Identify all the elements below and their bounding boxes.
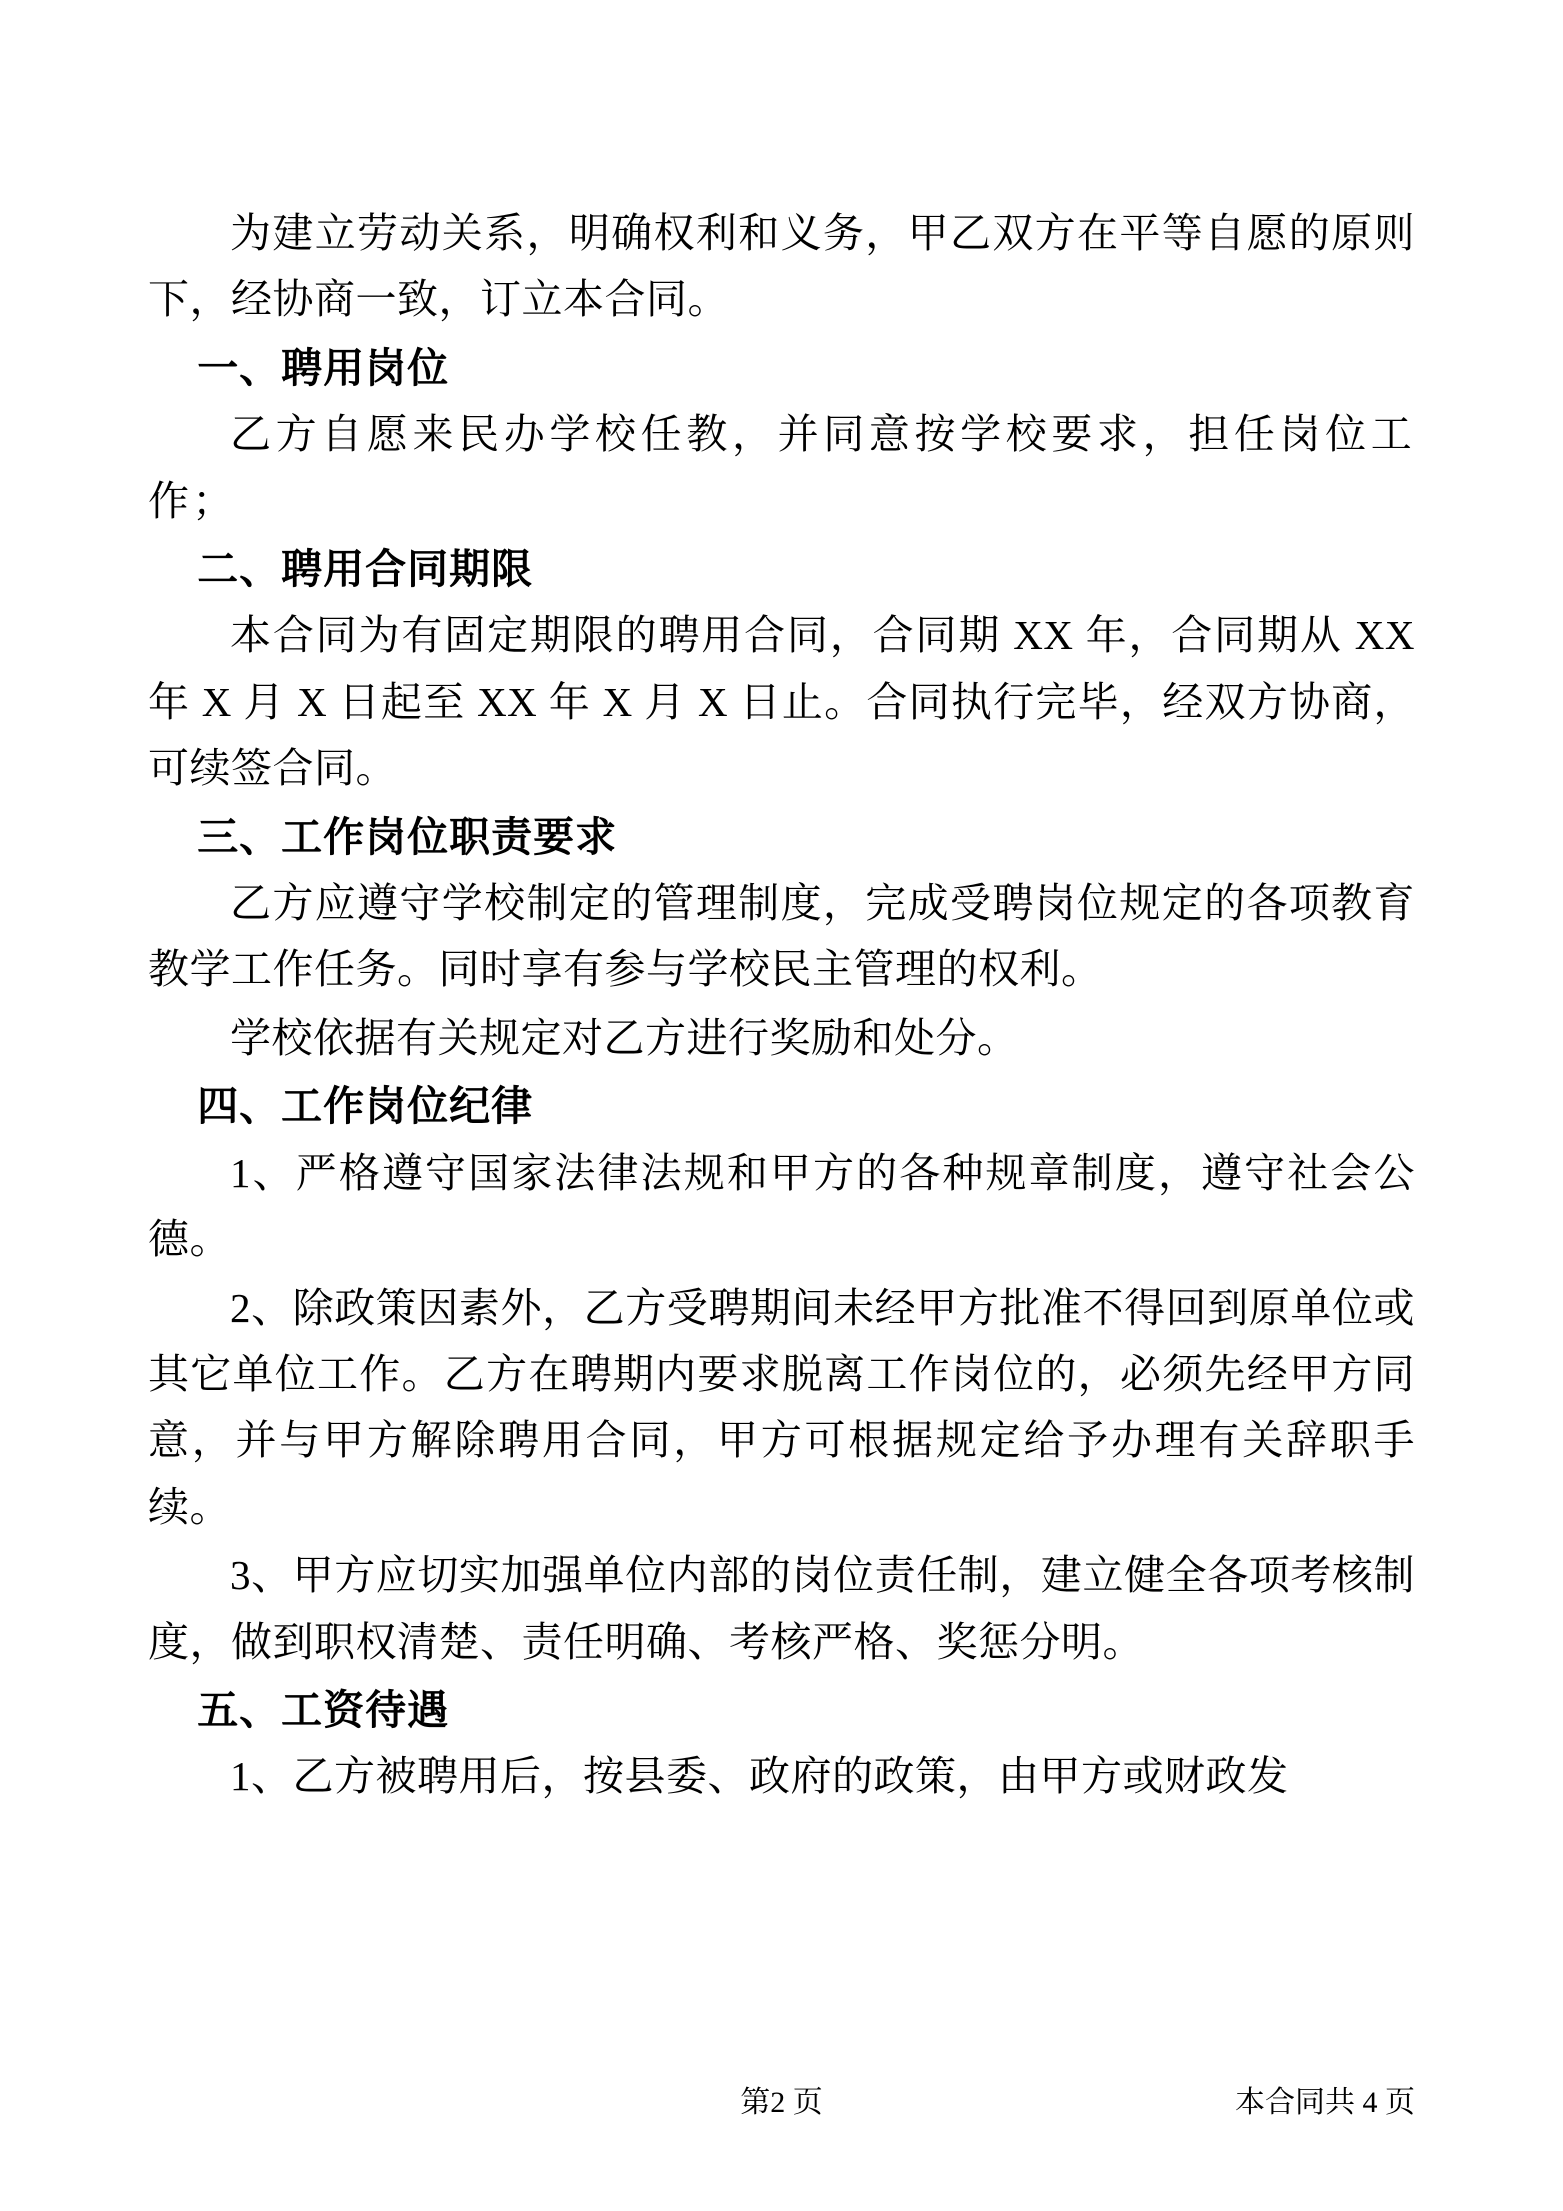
section-heading-2: 二、聘用合同期限 [197,545,534,594]
section-2-paragraph-1: 本合同为有固定期限的聘用合同，合同期 XX 年，合同期从 XX 年 X 月 X 日起至 XX 年 X 月 X 日止。合同执行完毕，经双方协商，可续签合同。 [148,612,1415,792]
section-4-item-1: 1、严格遵守国家法律法规和甲方的各种规章制度，遵守社会公德。 [148,1149,1415,1263]
section-5-item-1: 1、乙方被聘用后，按县委、政府的政策，由甲方或财政发 [230,1753,1289,1800]
section-1-paragraph-1: 乙方自愿来民办学校任教，并同意按学校要求，担任岗位工作； [148,411,1415,524]
section-4-item-3: 3、甲方应切实加强单位内部的岗位责任制，建立健全各项考核制度，做到职权清楚、责任明确、考核严格、奖惩分明。 [148,1552,1415,1665]
section-heading-5: 五、工资待遇 [197,1685,450,1734]
section-3-paragraph-1: 乙方应遵守学校制定的管理制度，完成受聘岗位规定的各项教育教学工作任务。同时享有参与学校民主管理的权利。 [148,880,1415,993]
intro-paragraph: 为建立劳动关系，明确权利和义务，甲乙双方在平等自愿的原则下，经协商一致，订立本合同。 [148,210,1415,323]
footer-page-number: 第2 页 [740,2086,823,2119]
section-4-item-2: 2、除政策因素外，乙方受聘期间未经甲方批准不得回到原单位或其它单位工作。乙方在聘期内要求脱离工作岗位的，必须先经甲方同意，并与甲方解除聘用合同，甲方可根据规定给予办理有关辞职手续。 [148,1284,1415,1530]
section-heading-4: 四、工作岗位纪律 [197,1082,534,1131]
page-footer [148,2083,1415,2123]
footer-total-pages: 本合同共 4 页 [1235,2086,1415,2119]
section-3-paragraph-2: 学校依据有关规定对乙方进行奖励和处分。 [230,1014,1019,1061]
section-heading-1: 一、聘用岗位 [197,343,450,392]
section-heading-3: 三、工作岗位职责要求 [197,812,618,861]
